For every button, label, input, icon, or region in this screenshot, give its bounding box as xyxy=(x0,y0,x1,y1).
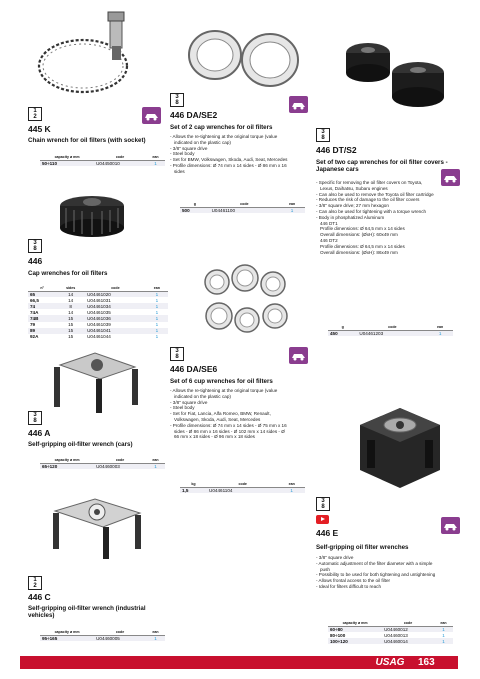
table-cell: 1 xyxy=(442,632,445,638)
size-num: 3 xyxy=(175,348,179,354)
col-header: capacity ø mm xyxy=(40,154,94,160)
size-badge xyxy=(170,93,184,107)
table-cell: U04461100 xyxy=(210,207,280,213)
desc-line: push xyxy=(320,566,330,572)
desc-line: - Allows the re-tightening at the original torque (value xyxy=(170,134,278,139)
product-code: 446 DT/S2 xyxy=(316,145,357,155)
table-cell: U04450010 xyxy=(94,160,146,166)
table-cell: 14 xyxy=(68,297,74,303)
table-cell: 74 xyxy=(28,303,56,309)
size-badge xyxy=(316,128,330,142)
table-cell: U04461036 xyxy=(85,315,146,321)
size-den: 2 xyxy=(33,583,37,589)
table-cell: 1 xyxy=(278,487,305,493)
table-cell: U04461044 xyxy=(87,334,111,340)
desc-line: - Ideal for filters difficult to reach xyxy=(316,583,382,589)
col-header: code xyxy=(357,324,427,330)
product-title: Chain wrench for oil filters (with socket) xyxy=(28,137,146,144)
desc-line: 446 DT2 xyxy=(320,237,338,243)
col-header: n° xyxy=(28,285,56,291)
table-cell: U04461031 xyxy=(87,297,111,303)
col-header: code xyxy=(210,201,280,207)
table-cell: U04460005 xyxy=(94,635,146,641)
table-cell: 1 xyxy=(146,160,165,166)
desc-line: indicated on the plastic cap) xyxy=(174,139,231,145)
spec-table xyxy=(328,620,453,644)
table-cell: 1 xyxy=(146,328,168,334)
car-tool-icon xyxy=(441,169,460,186)
desc-line: sides - Ø 86 mm x 16 sides - Ø 102 mm x 14 sides - Ø xyxy=(174,428,285,434)
desc-line: Profile dimensions: Ø 64,5 mm x 14 sides xyxy=(320,226,405,232)
product-code: 446 A xyxy=(28,428,51,438)
col-header: code xyxy=(94,154,146,160)
size-den: 8 xyxy=(33,246,37,252)
size-num: 3 xyxy=(321,498,325,504)
desc-line: - Steel body xyxy=(170,151,195,157)
desc-line: Overall dimensions: (ØxH): 86x49 mm xyxy=(320,249,398,255)
desc-line: - Can also be used for tightening with a torque wrench xyxy=(316,208,427,214)
size-den: 2 xyxy=(33,114,37,120)
desc-line: 446 DT1 xyxy=(320,220,338,226)
desc-line: - Possibility to be used for both tightening and untightening xyxy=(316,572,436,578)
col-header: ean xyxy=(146,154,165,160)
table-cell: 1 xyxy=(155,297,159,303)
table-row xyxy=(328,638,453,644)
size-badge xyxy=(28,411,42,425)
col-header: g xyxy=(328,324,357,330)
table-cell: 8 xyxy=(56,303,85,309)
spec-table xyxy=(40,154,165,166)
table-cell: 65 xyxy=(28,291,56,297)
desc-line: - Allows the re-tightening at the original torque (value xyxy=(170,388,278,393)
col-header: code xyxy=(382,620,434,626)
spec-table xyxy=(40,457,165,469)
table-cell: 15 xyxy=(56,315,85,321)
table-row xyxy=(40,635,165,641)
table-cell: 15 xyxy=(56,328,85,334)
self-gripping-wrench-e-photo xyxy=(345,390,455,495)
col-header: capacity ø mm xyxy=(328,620,382,626)
desc-line: - Body in phosphatized Aluminum xyxy=(316,214,385,220)
table-cell: 1 xyxy=(155,322,159,328)
brand-logo: USAG xyxy=(375,657,405,668)
col-header: g xyxy=(180,201,210,207)
product-code: 446 C xyxy=(28,592,51,602)
product-code: 445 K xyxy=(28,124,51,134)
table-cell: 100÷120 xyxy=(328,638,382,644)
table-row xyxy=(328,330,453,336)
size-den: 8 xyxy=(175,100,179,106)
table-cell: 1 xyxy=(434,638,453,644)
spec-table xyxy=(180,201,305,213)
desc-line: Volkswagen, Skoda, Audi, Seat, Mercedes xyxy=(174,416,261,422)
spec-table xyxy=(328,324,453,336)
table-cell: 1 xyxy=(427,330,453,336)
table-cell: 1 xyxy=(146,463,165,469)
table-cell: U04461035 xyxy=(87,309,111,315)
table-cell: U04461041 xyxy=(85,328,146,334)
col-header: kg xyxy=(180,481,207,487)
col-header: ean xyxy=(427,324,453,330)
product-description xyxy=(316,180,434,255)
japanese-cap-wrench-set-photo xyxy=(333,28,458,123)
table-cell: 95÷165 xyxy=(40,635,94,641)
col-header: ean xyxy=(146,285,168,291)
table-cell: 15 xyxy=(68,334,74,340)
table-cell: U04461104 xyxy=(207,487,278,493)
col-header: ean xyxy=(146,629,165,635)
table-cell: 65÷120 xyxy=(40,463,94,469)
size-badge xyxy=(28,107,42,121)
cup-wrench-set-6-photo xyxy=(195,262,295,342)
car-tool-icon xyxy=(289,96,308,113)
col-header: ean xyxy=(278,481,305,487)
table-cell: 1,5 xyxy=(180,487,207,493)
col-header: capacity ø mm xyxy=(40,457,94,463)
col-header: code xyxy=(85,285,146,291)
table-cell: 66,5 xyxy=(30,297,39,303)
desc-line: indicated on the plastic cap) xyxy=(174,393,231,399)
desc-line: - Automatic adjustment of the filter diameter with a simple xyxy=(316,560,433,566)
table-row xyxy=(180,487,305,493)
table-cell: 79 xyxy=(30,322,36,328)
desc-line: - Set for BMW, Volkswagen, Skoda, Audi, Seat, Mercedes xyxy=(170,157,288,163)
table-cell: 14 xyxy=(56,291,85,297)
table-row xyxy=(40,463,165,469)
desc-line: - 3/8" square drive xyxy=(170,399,208,405)
table-cell: 74A xyxy=(30,309,39,315)
table-cell: 1 xyxy=(434,626,453,632)
industrial-wrench-photo xyxy=(45,493,150,563)
desc-line: - Profile dimensions: Ø 74 mm x 14 sides - Ø 75 mm x 16 xyxy=(170,422,287,428)
desc-line: Profile dimensions: Ø 64,5 mm x 14 sides xyxy=(320,243,405,249)
col-header: ean xyxy=(146,457,165,463)
product-code: 446 xyxy=(28,256,43,266)
desc-line: Overall dimensions: (ØxH): 60x49 mm xyxy=(320,232,398,238)
table-cell: 74B xyxy=(28,315,56,321)
table-cell: 450 xyxy=(328,330,357,336)
table-cell: 92A xyxy=(30,334,39,340)
table-cell: 89 xyxy=(28,328,56,334)
car-tool-icon xyxy=(441,517,460,534)
col-header: code xyxy=(94,457,146,463)
desc-line: - 3/8" square drive; 27 mm hexagon xyxy=(316,203,389,209)
product-title: Set of 6 cup wrenches for oil filters xyxy=(170,378,273,385)
desc-line: - Reduces the risk of damage to the oil filter covers xyxy=(316,197,420,203)
table-cell: 50÷110 xyxy=(40,160,94,166)
product-title: Self-gripping oil filter wrenches xyxy=(316,544,409,551)
table-cell: 1 xyxy=(146,635,165,641)
table-cell: 1 xyxy=(146,291,168,297)
desc-line: sides xyxy=(174,168,185,174)
product-description xyxy=(170,134,287,175)
size-num: 1 xyxy=(33,108,37,114)
desc-line: - Profile dimensions: Ø 74 mm x 14 sides - Ø 86 mm x 16 xyxy=(170,162,287,168)
spec-table xyxy=(180,481,305,493)
size-den: 8 xyxy=(321,504,325,510)
car-tool-icon xyxy=(142,107,161,124)
product-title: Self-gripping oil-filter wrench (industrial vehicles) xyxy=(28,605,146,620)
product-title: Cap wrenches for oil filters xyxy=(28,270,108,277)
table-cell: 1 xyxy=(146,303,168,309)
col-header: capacity ø mm xyxy=(40,629,94,635)
page-number: 163 xyxy=(418,657,435,668)
desc-line: 66 mm x 18 sides - Ø 96 mm x 18 sides xyxy=(174,434,255,440)
table-cell: 1 xyxy=(146,315,168,321)
size-num: 3 xyxy=(321,129,325,135)
desc-line: Lexus, Daihatsu, Subaru engines xyxy=(320,185,388,191)
col-header: ean xyxy=(279,201,305,207)
size-badge xyxy=(316,497,330,511)
desc-line: - Steel body xyxy=(170,405,195,411)
size-num: 1 xyxy=(33,577,37,583)
table-cell: 60÷80 xyxy=(328,626,382,632)
product-code: 446 E xyxy=(316,528,339,538)
table-cell: 1 xyxy=(279,207,305,213)
size-badge xyxy=(170,347,184,361)
car-tool-icon xyxy=(289,347,308,364)
spec-table xyxy=(40,629,165,641)
product-title: Set of two cap wrenches for oil filter covers - Japanese cars xyxy=(316,159,448,174)
table-cell: 500 xyxy=(180,207,210,213)
table-cell: U04461020 xyxy=(85,291,146,297)
table-cell: U04461203 xyxy=(357,330,427,336)
col-header: code xyxy=(207,481,278,487)
desc-line: - 3/8" square drive xyxy=(316,555,354,560)
table-row xyxy=(180,207,305,213)
desc-line: - Can also be used to remove the Toyota oil filter cartridge xyxy=(316,191,434,197)
size-badge xyxy=(28,576,42,590)
table-cell: 80÷100 xyxy=(330,632,346,638)
product-title: Set of 2 cap wrenches for oil filters xyxy=(170,124,273,131)
table-cell: U04460003 xyxy=(94,463,146,469)
col-header: code xyxy=(94,629,146,635)
table-row xyxy=(40,160,165,166)
table-cell: 15 xyxy=(68,322,74,328)
cap-wrench-photo xyxy=(52,192,132,242)
size-num: 3 xyxy=(33,240,37,246)
size-den: 8 xyxy=(321,135,325,141)
size-den: 8 xyxy=(175,354,179,360)
table-cell: U04461034 xyxy=(85,303,146,309)
product-code: 446 DA/SE2 xyxy=(170,110,218,120)
table-cell: 14 xyxy=(68,309,74,315)
table-cell: U04461039 xyxy=(87,322,111,328)
size-num: 3 xyxy=(33,412,37,418)
table-cell: U04460012 xyxy=(382,626,434,632)
chain-wrench-photo xyxy=(28,8,148,103)
desc-line: - Specific for removing the oil filter covers on Toyota, xyxy=(316,180,423,185)
col-header: sides xyxy=(56,285,85,291)
product-description xyxy=(170,388,287,440)
table-row xyxy=(28,334,168,340)
product-title: Self-gripping oil-filter wrench (cars) xyxy=(28,441,133,448)
cap-wrench-set-2-photo xyxy=(180,20,305,90)
product-code: 446 DA/SE6 xyxy=(170,364,218,374)
table-cell: U04460014 xyxy=(382,638,434,644)
desc-line: - 3/8" square drive xyxy=(170,145,208,151)
desc-line: - Set for Fiat, Lancia, Alfa Romeo, BMW, Renault, xyxy=(170,411,271,417)
size-badge xyxy=(28,239,42,253)
video-play-icon[interactable] xyxy=(316,515,329,524)
size-den: 8 xyxy=(33,418,37,424)
table-cell: U04460013 xyxy=(384,632,408,638)
size-num: 3 xyxy=(175,94,179,100)
spec-table xyxy=(28,285,168,340)
desc-line: - Allows frontal access to the oil filter xyxy=(316,578,391,584)
product-description xyxy=(316,555,435,590)
table-cell: 1 xyxy=(155,334,159,340)
col-header: ean xyxy=(434,620,453,626)
self-gripping-wrench-photo xyxy=(40,345,150,415)
table-cell: 1 xyxy=(155,309,159,315)
